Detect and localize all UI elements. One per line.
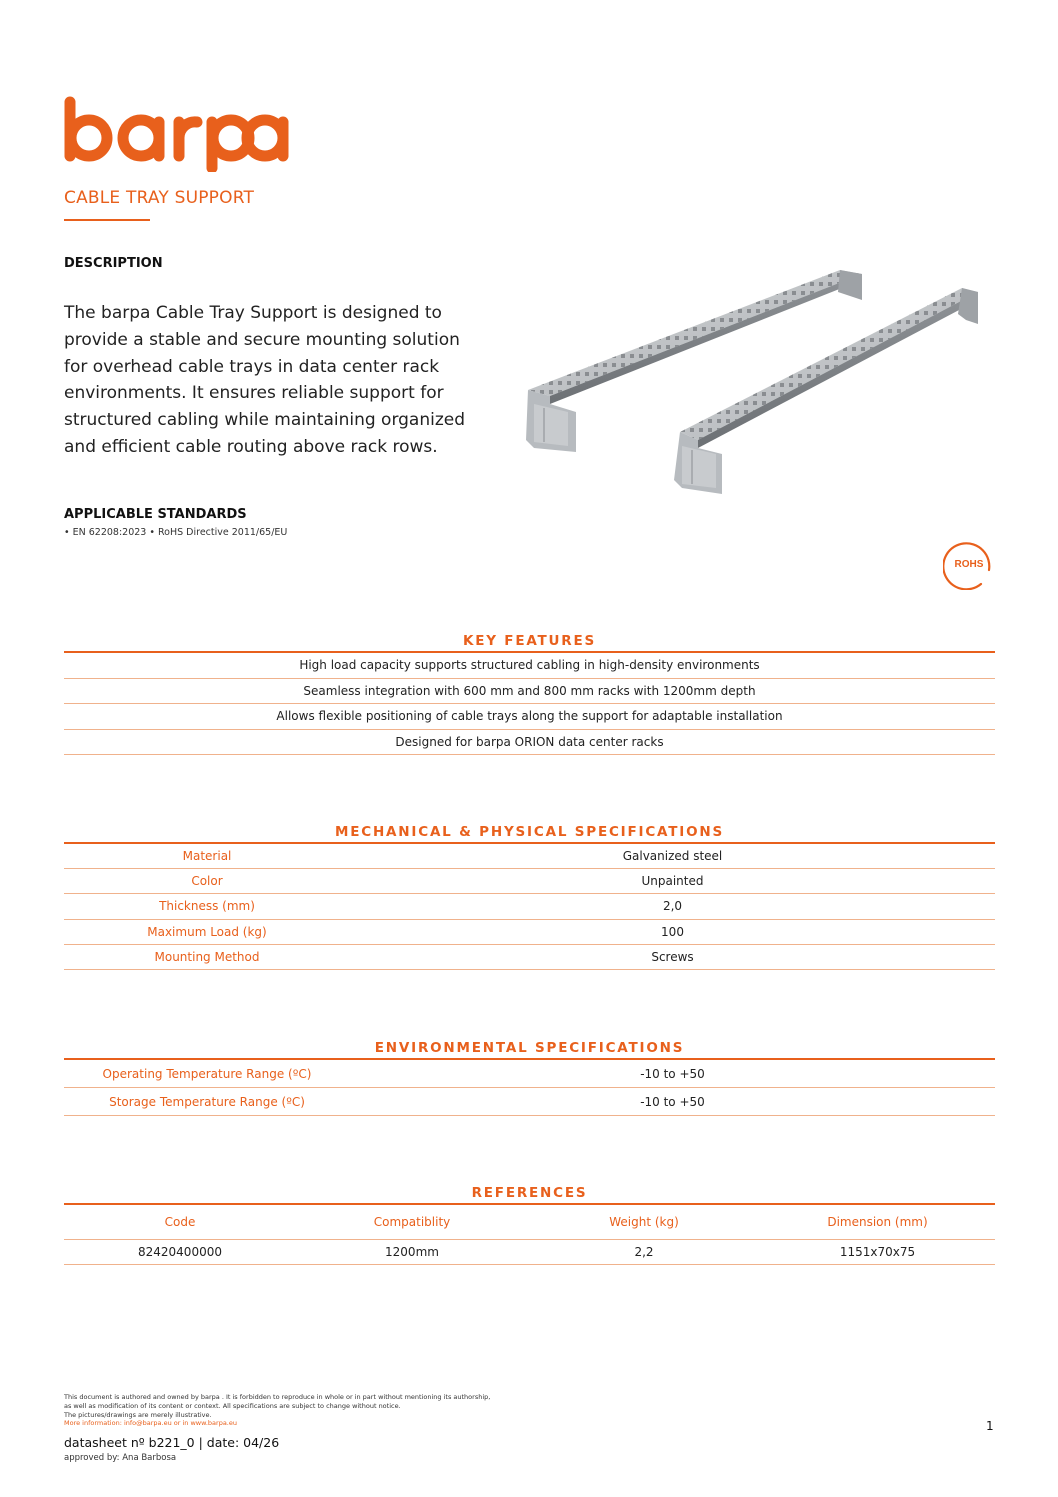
- cell-dimension: 1151x70x75: [839, 1245, 916, 1259]
- feature-item: Seamless integration with 600 mm and 800 mm racks with 1200mm depth: [64, 679, 995, 705]
- key-features-section: [64, 631, 995, 755]
- standards-heading: APPLICABLE STANDARDS: [64, 507, 247, 522]
- description-text: The barpa Cable Tray Support is designed to provide a stable and secure mounting solution for overhead cable trays in data center rack environments. It ensures reliable support for structured cabling while maintaining organized and efficient cable routing above rack rows.: [64, 303, 466, 457]
- column-header-dimension: Dimension (mm): [827, 1215, 928, 1229]
- legal-footer: [64, 1393, 584, 1428]
- spec-key: Material: [182, 849, 232, 863]
- rohs-badge-icon: [943, 538, 995, 590]
- references-header-row: [64, 1205, 995, 1240]
- feature-item: High load capacity supports structured cabling in high-density environments: [64, 653, 995, 679]
- cell-code: 82420400000: [138, 1245, 222, 1259]
- spec-key: Maximum Load (kg): [147, 924, 267, 939]
- spec-value: 100: [661, 924, 684, 939]
- cell-weight: 2,2: [634, 1245, 654, 1259]
- contact-link[interactable]: More information: info@barpa.eu or in www.barpa.eu: [64, 1419, 237, 1428]
- spec-value: Screws: [651, 949, 694, 964]
- mechanical-section: [64, 822, 995, 970]
- cell-compatibility: 1200mm: [385, 1245, 439, 1259]
- legal-line: as well as modification of its content or context. All specifications are subject to change without notice.: [64, 1401, 401, 1410]
- feature-item: Designed for barpa ORION data center racks: [64, 730, 995, 756]
- standards-list: • EN 62208:2023 • RoHS Directive 2011/65/EU: [64, 527, 288, 538]
- document-title: CABLE TRAY SUPPORT: [64, 188, 255, 208]
- key-features-title: KEY FEATURES: [462, 633, 597, 649]
- spec-row: [64, 920, 995, 945]
- spec-row: [64, 844, 995, 869]
- mechanical-title: MECHANICAL & PHYSICAL SPECIFICATIONS: [335, 824, 724, 840]
- spec-key: Color: [191, 874, 223, 889]
- legal-line: The pictures/drawings are merely illustrative.: [64, 1410, 212, 1419]
- spec-key: Operating Temperature Range (ºC): [102, 1067, 312, 1081]
- spec-row: [64, 945, 995, 970]
- spec-value: Galvanized steel: [622, 849, 723, 863]
- environmental-section: [64, 1038, 995, 1116]
- spec-key: Storage Temperature Range (ºC): [109, 1095, 305, 1109]
- column-header-code: Code: [164, 1215, 196, 1229]
- legal-line: This document is authored and owned by barpa . It is forbidden to reproduce in whole or in part without mentioning its authorship,: [64, 1393, 491, 1401]
- column-header-compatibility: Compatiblity: [373, 1215, 451, 1229]
- rohs-badge-label: ROHS: [954, 559, 984, 570]
- references-section: [64, 1183, 995, 1265]
- spec-row: [64, 869, 995, 894]
- spec-row: [64, 1088, 995, 1116]
- spec-value: -10 to +50: [640, 1067, 705, 1081]
- spec-key: Mounting Method: [154, 949, 260, 964]
- spec-value: Unpainted: [641, 874, 704, 889]
- barpa-logo: [62, 92, 292, 172]
- description-heading: DESCRIPTION: [64, 256, 163, 271]
- table-row: [64, 1240, 995, 1265]
- spec-row: [64, 894, 995, 919]
- spec-value: 2,0: [662, 899, 683, 914]
- spec-value: -10 to +50: [640, 1095, 705, 1109]
- column-header-weight: Weight (kg): [609, 1215, 679, 1229]
- approved-by: approved by: Ana Barbosa: [64, 1453, 177, 1463]
- page-number: 1: [986, 1419, 994, 1433]
- title-underline: [64, 219, 150, 221]
- environmental-title: ENVIRONMENTAL SPECIFICATIONS: [374, 1040, 685, 1056]
- spec-row: [64, 1060, 995, 1088]
- references-title: REFERENCES: [471, 1185, 588, 1201]
- datasheet-info: datasheet nº b221_0 | date: 04/26: [64, 1435, 280, 1450]
- spec-key: Thickness (mm): [159, 899, 255, 914]
- feature-item: Allows flexible positioning of cable trays along the support for adaptable installation: [64, 704, 995, 730]
- product-image: [520, 262, 985, 502]
